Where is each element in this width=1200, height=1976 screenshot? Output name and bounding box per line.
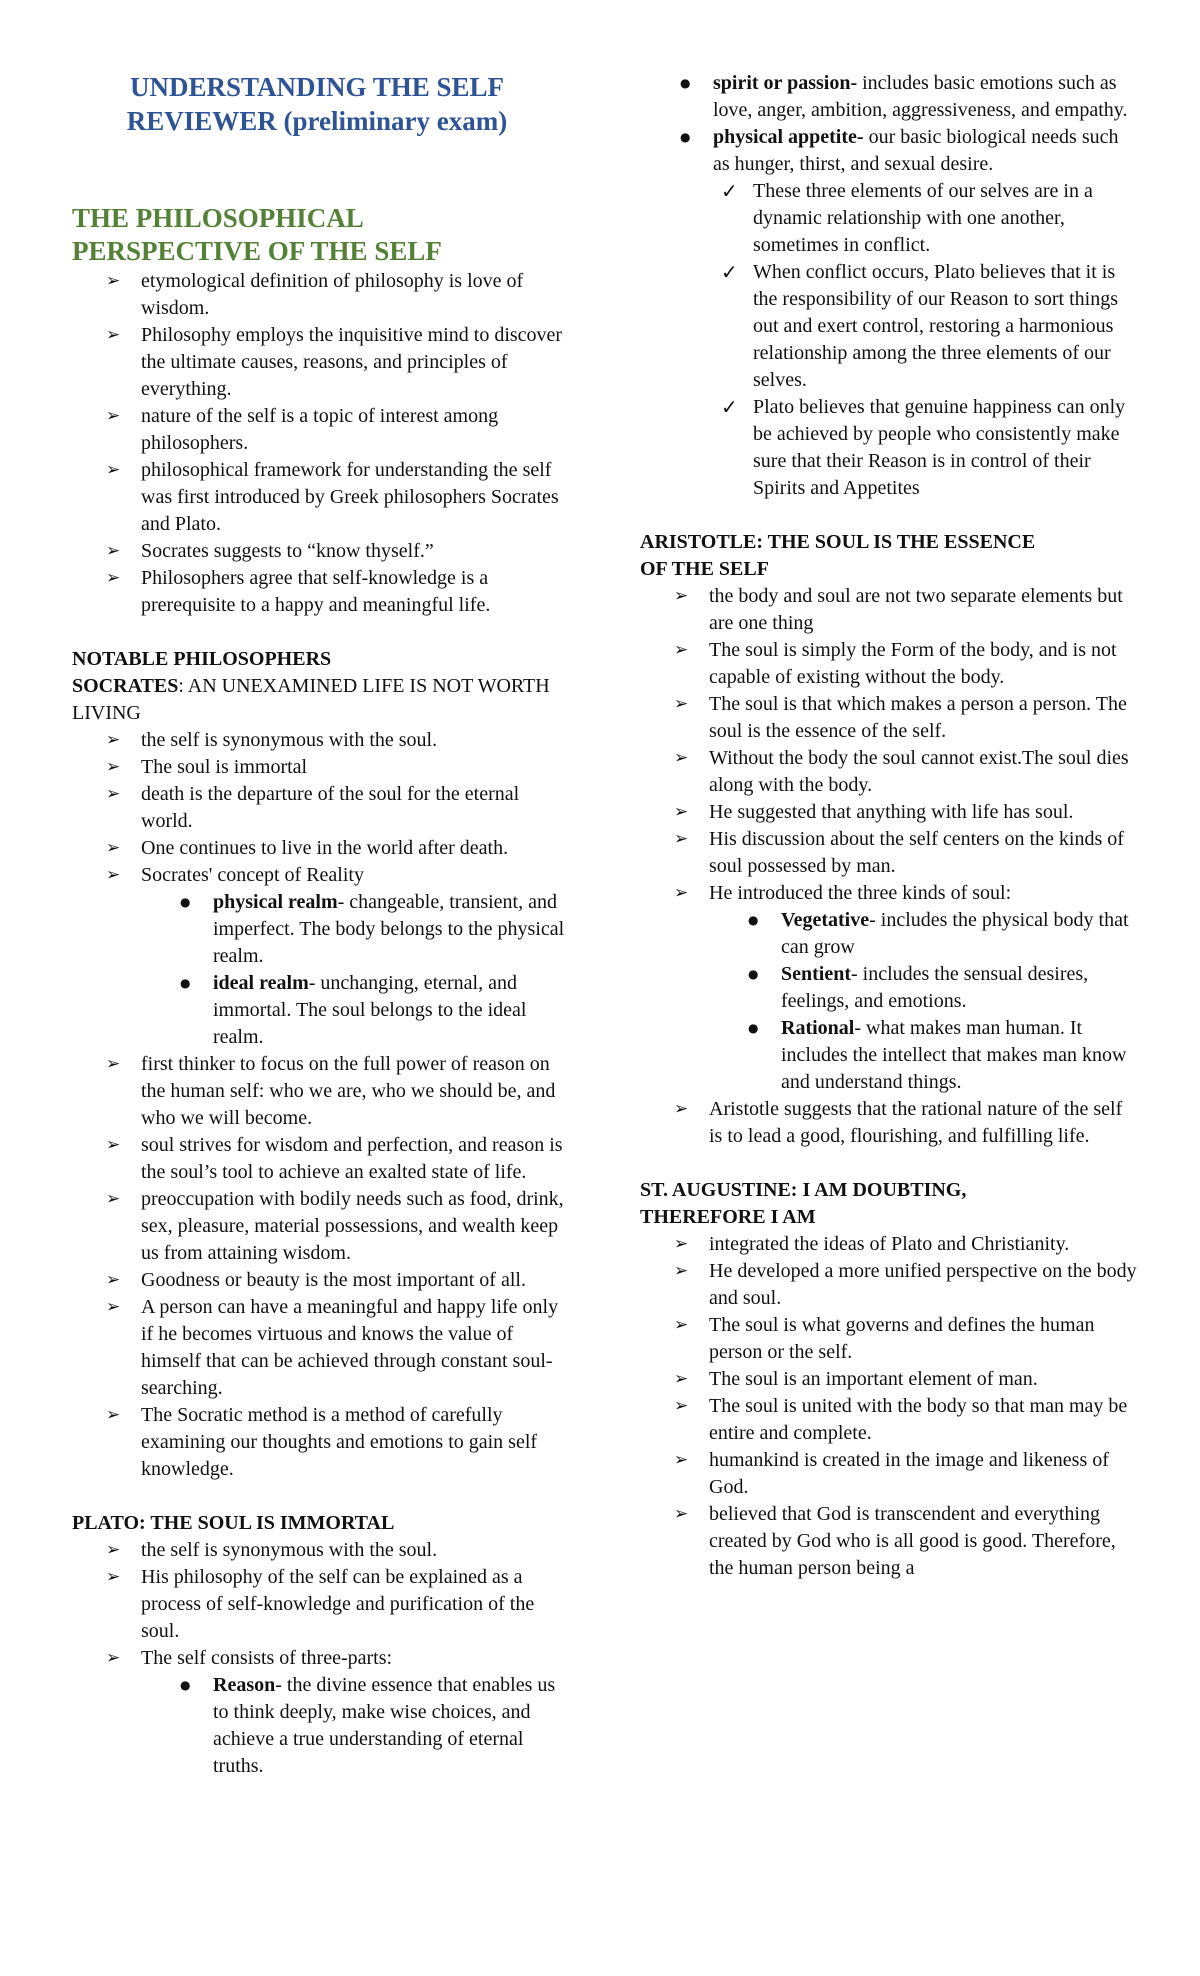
list-item: ● ideal realm- unchanging, eternal, and immortal. The soul belongs to the ideal realm.: [72, 970, 572, 1051]
list-item: ➢ preoccupation with bodily needs such as food, drink, sex, pleasure, material possessions, and wealth keep us from attaining wisdom.: [72, 1186, 572, 1267]
list-item: ➢ Philosophers agree that self-knowledge is a prerequisite to a happy and meaningful life.: [72, 565, 572, 619]
list-item: ➢ The Socratic method is a method of carefully examining our thoughts and emotions to gain self knowledge.: [72, 1402, 572, 1483]
socrates-heading: SOCRATES: AN UNEXAMINED LIFE IS NOT WORTH LIVING: [72, 675, 550, 724]
list-item: ➢ He suggested that anything with life has soul.: [640, 799, 1140, 826]
list-item: ➢ The soul is united with the body so that man may be entire and complete.: [640, 1393, 1140, 1447]
notable-philosophers-heading: NOTABLE PHILOSOPHERS: [72, 648, 332, 670]
list-item: ➢ He developed a more unified perspective on the body and soul.: [640, 1258, 1140, 1312]
list-item: ➢ the self is synonymous with the soul.: [72, 1537, 572, 1564]
list-item: ➢ Socrates suggests to “know thyself.”: [72, 538, 572, 565]
augustine-heading: ST. AUGUSTINE: I AM DOUBTING, THEREFORE I AM: [640, 1179, 967, 1228]
list-item: ➢ Goodness or beauty is the most important of all.: [72, 1267, 572, 1294]
aristotle-heading: ARISTOTLE: THE SOUL IS THE ESSENCE OF THE SELF: [640, 531, 1036, 580]
list-item: ➢ A person can have a meaningful and happy life only if he becomes virtuous and knows the value of himself that can be achieved through constant soul-searching.: [72, 1294, 572, 1402]
plato-parts-list-continued: [640, 70, 1140, 178]
philosophical-list: [72, 268, 572, 619]
augustine-list: [640, 1231, 1140, 1582]
socrates-list-continued: [72, 1051, 572, 1483]
list-item: ➢ The soul is that which makes a person a person. The soul is the essence of the self.: [640, 691, 1140, 745]
list-item: ➢ The soul is what governs and defines the human person or the self.: [640, 1312, 1140, 1366]
plato-parts-list: [72, 1672, 572, 1780]
list-item: ➢ Socrates' concept of Reality: [72, 862, 572, 889]
list-item: ➢ The soul is simply the Form of the body, and is not capable of existing without the body.: [640, 637, 1140, 691]
list-item: ➢ The soul is an important element of man.: [640, 1366, 1140, 1393]
aristotle-list-continued: [640, 1096, 1140, 1150]
list-item: ➢ The self consists of three-parts:: [72, 1645, 572, 1672]
plato-list: [72, 1537, 572, 1672]
list-item: ➢ One continues to live in the world after death.: [72, 835, 572, 862]
list-item: ● spirit or passion- includes basic emotions such as love, anger, ambition, aggressiveness, and empathy.: [640, 70, 1140, 124]
list-item: ➢ humankind is created in the image and likeness of God.: [640, 1447, 1140, 1501]
socrates-realms-list: [72, 889, 572, 1051]
list-item: ➢ death is the departure of the soul for the eternal world.: [72, 781, 572, 835]
list-item: ● Sentient- includes the sensual desires, feelings, and emotions.: [640, 961, 1140, 1015]
socrates-list: [72, 727, 572, 889]
document-title: UNDERSTANDING THE SELF REVIEWER (preliminary exam): [126, 72, 508, 136]
list-item: ● Vegetative- includes the physical body that can grow: [640, 907, 1140, 961]
right-column: [640, 0, 1140, 1582]
list-item: ➢ the self is synonymous with the soul.: [72, 727, 572, 754]
list-item: ➢ Aristotle suggests that the rational nature of the self is to lead a good, flourishing, and fulfilling life.: [640, 1096, 1140, 1150]
left-column: [72, 0, 572, 1780]
list-item: ➢ the body and soul are not two separate elements but are one thing: [640, 583, 1140, 637]
aristotle-kinds-list: [640, 907, 1140, 1096]
list-item: ➢ nature of the self is a topic of interest among philosophers.: [72, 403, 572, 457]
plato-heading: PLATO: THE SOUL IS IMMORTAL: [72, 1512, 395, 1534]
aristotle-list: [640, 583, 1140, 907]
list-item: ➢ soul strives for wisdom and perfection, and reason is the soul’s tool to achieve an exalted state of life.: [72, 1132, 572, 1186]
list-item: ➢ etymological definition of philosophy is love of wisdom.: [72, 268, 572, 322]
list-item: ➢ integrated the ideas of Plato and Christianity.: [640, 1231, 1140, 1258]
list-item: ✓ When conflict occurs, Plato believes that it is the responsibility of our Reason to sort things out and exert control, restoring a harmonious relationship among the three elements of our selves.: [640, 259, 1140, 394]
list-item: ✓ Plato believes that genuine happiness can only be achieved by people who consistently make sure that their Reason is in control of their Spirits and Appetites: [640, 394, 1140, 502]
list-item: ➢ Without the body the soul cannot exist.The soul dies along with the body.: [640, 745, 1140, 799]
list-item: ● physical realm- changeable, transient, and imperfect. The body belongs to the physical realm.: [72, 889, 572, 970]
philosophical-perspective-heading: THE PHILOSOPHICAL PERSPECTIVE OF THE SELF: [72, 203, 442, 266]
list-item: ➢ His philosophy of the self can be explained as a process of self-knowledge and purification of the soul.: [72, 1564, 572, 1645]
plato-checks-list: [640, 178, 1140, 502]
list-item: ● Rational- what makes man human. It includes the intellect that makes man know and understand things.: [640, 1015, 1140, 1096]
list-item: ➢ believed that God is transcendent and everything created by God who is all good is good. Therefore, the human person being a: [640, 1501, 1140, 1582]
list-item: ➢ His discussion about the self centers on the kinds of soul possessed by man.: [640, 826, 1140, 880]
list-item: ● Reason- the divine essence that enables us to think deeply, make wise choices, and achieve a true understanding of eternal truths.: [72, 1672, 572, 1780]
list-item: ➢ Philosophy employs the inquisitive mind to discover the ultimate causes, reasons, and principles of everything.: [72, 322, 572, 403]
list-item: ➢ The soul is immortal: [72, 754, 572, 781]
list-item: ➢ He introduced the three kinds of soul:: [640, 880, 1140, 907]
list-item: ➢ philosophical framework for understanding the self was first introduced by Greek philosophers Socrates and Plato.: [72, 457, 572, 538]
list-item: ✓ These three elements of our selves are in a dynamic relationship with one another, sometimes in conflict.: [640, 178, 1140, 259]
list-item: ➢ first thinker to focus on the full power of reason on the human self: who we are, who we should be, and who we will become.: [72, 1051, 572, 1132]
list-item: ● physical appetite- our basic biological needs such as hunger, thirst, and sexual desire.: [640, 124, 1140, 178]
